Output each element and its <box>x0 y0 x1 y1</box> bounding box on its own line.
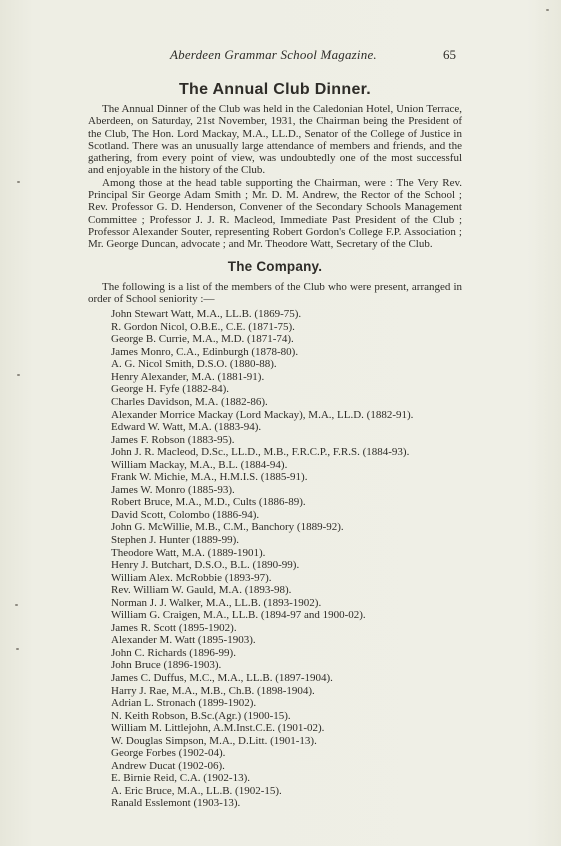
member-entry: R. Gordon Nicol, O.B.E., C.E. (1871-75). <box>111 320 295 333</box>
member-entry: William Alex. McRobbie (1893-97). <box>111 571 272 584</box>
member-entry: Norman J. J. Walker, M.A., LL.B. (1893-1902). <box>111 596 322 609</box>
page-speck <box>15 604 18 606</box>
member-entry: James R. Scott (1895-1902). <box>111 621 237 634</box>
member-entry: George Forbes (1902-04). <box>111 747 226 760</box>
member-entry: David Scott, Colombo (1886-94). <box>111 508 260 521</box>
member-entry: Andrew Ducat (1902-06). <box>111 759 225 772</box>
member-entry: Theodore Watt, M.A. (1889-1901). <box>111 546 266 559</box>
member-entry: Alexander M. Watt (1895-1903). <box>111 634 256 647</box>
member-entry: Harry J. Rae, M.A., M.B., Ch.B. (1898-1904). <box>111 684 315 697</box>
company-heading: The Company. <box>227 258 323 274</box>
member-list <box>88 308 462 810</box>
company-intro: The following is a list of the members of the Club who were present, arranged in order of School seniority :— <box>88 280 462 305</box>
article-title: The Annual Club Dinner. <box>178 81 372 98</box>
member-entry: John Bruce (1896-1903). <box>111 659 222 672</box>
member-entry: Henry Alexander, M.A. (1881-91). <box>111 370 265 383</box>
member-entry: W. Douglas Simpson, M.A., D.Litt. (1901-13). <box>111 734 317 747</box>
member-entry: William M. Littlejohn, A.M.Inst.C.E. (1901-02). <box>111 722 325 735</box>
member-entry: A. Eric Bruce, M.A., LL.B. (1902-15). <box>111 784 282 797</box>
member-entry: William G. Craigen, M.A., LL.B. (1894-97 and 1900-02). <box>111 609 366 622</box>
article-body <box>88 80 462 810</box>
member-entry: John G. McWillie, M.B., C.M., Banchory (1889-92). <box>111 521 344 534</box>
member-entry: John Stewart Watt, M.A., LL.B. (1869-75). <box>111 308 302 321</box>
member-entry: Henry J. Butchart, D.S.O., B.L. (1890-99). <box>111 559 300 572</box>
member-entry: John J. R. Macleod, D.Sc., LL.D., M.B., F.R.C.P., F.R.S. (1884-93). <box>111 446 410 459</box>
page-speck <box>17 374 20 376</box>
member-entry: John C. Richards (1896-99). <box>111 646 236 659</box>
member-entry: Adrian L. Stronach (1899-1902). <box>111 697 257 710</box>
member-entry: Frank W. Michie, M.A., H.M.I.S. (1885-91). <box>111 471 308 484</box>
member-entry: Charles Davidson, M.A. (1882-86). <box>111 395 268 408</box>
member-entry: James C. Duffus, M.C., M.A., LL.B. (1897-1904). <box>111 672 333 685</box>
member-entry: Stephen J. Hunter (1889-99). <box>111 534 240 546</box>
member-entry: Ranald Esslemont (1903-13). <box>111 797 241 810</box>
member-entry: A. G. Nicol Smith, D.S.O. (1880-88). <box>111 358 277 371</box>
paragraph-head-table: Among those at the head table supporting the Chairman, were : The Very Rev. Principal Sir George Adam Smith ; Mr. D. M. Andrew, the Rector of the School ; Rev. Professor G. D. Henderson, Convener of the Secondary Schools Management Committee ; Professor J. J. R. Macleod, Immediate Past President of the Club ; Professor Alexander Souter, representing Robert Gordon's College F.P. Association ; Mr. George Duncan, advocate ; and Mr. Theodore Watt, Secretary of the Club. <box>88 176 462 251</box>
running-head <box>0 47 561 67</box>
journal-title: Aberdeen Grammar School Magazine. <box>170 47 377 62</box>
member-entry: Robert Bruce, M.A., M.D., Cults (1886-89). <box>111 496 306 509</box>
member-entry: E. Birnie Reid, C.A. (1902-13). <box>111 772 251 785</box>
member-entry: Edward W. Watt, M.A. (1883-94). <box>111 421 262 434</box>
page-speck <box>546 9 549 11</box>
member-entry: Rev. William W. Gauld, M.A. (1893-98). <box>111 584 292 597</box>
page-speck <box>17 181 20 183</box>
member-entry: James W. Monro (1885-93). <box>111 483 235 496</box>
member-entry: James Monro, C.A., Edinburgh (1878-80). <box>111 345 299 358</box>
paragraph-dinner: The Annual Dinner of the Club was held in the Caledonian Hotel, Union Terrace, Aberdeen, on Saturday, 21st November, 1931, the Chairman being the President of the Club, The Hon. Lord Mackay, M.A., LL.D., Senator of the College of Justice in Scotland. There was an unusually large attendance of members and friends, and the gathering, from every point of view, was undoubtedly one of the most successful and enjoyable in the history of the Club. <box>88 103 462 177</box>
member-entry: George H. Fyfe (1882-84). <box>111 383 230 396</box>
page-speck <box>16 648 19 650</box>
page-number: 65 <box>443 47 456 62</box>
member-entry: N. Keith Robson, B.Sc.(Agr.) (1900-15). <box>111 709 291 722</box>
member-entry: William Mackay, M.A., B.L. (1884-94). <box>111 458 288 471</box>
member-entry: George B. Currie, M.A., M.D. (1871-74). <box>111 333 294 346</box>
member-entry: Alexander Morrice Mackay (Lord Mackay), M.A., LL.D. (1882-91). <box>111 408 414 421</box>
member-entry: James F. Robson (1883-95). <box>111 433 235 446</box>
